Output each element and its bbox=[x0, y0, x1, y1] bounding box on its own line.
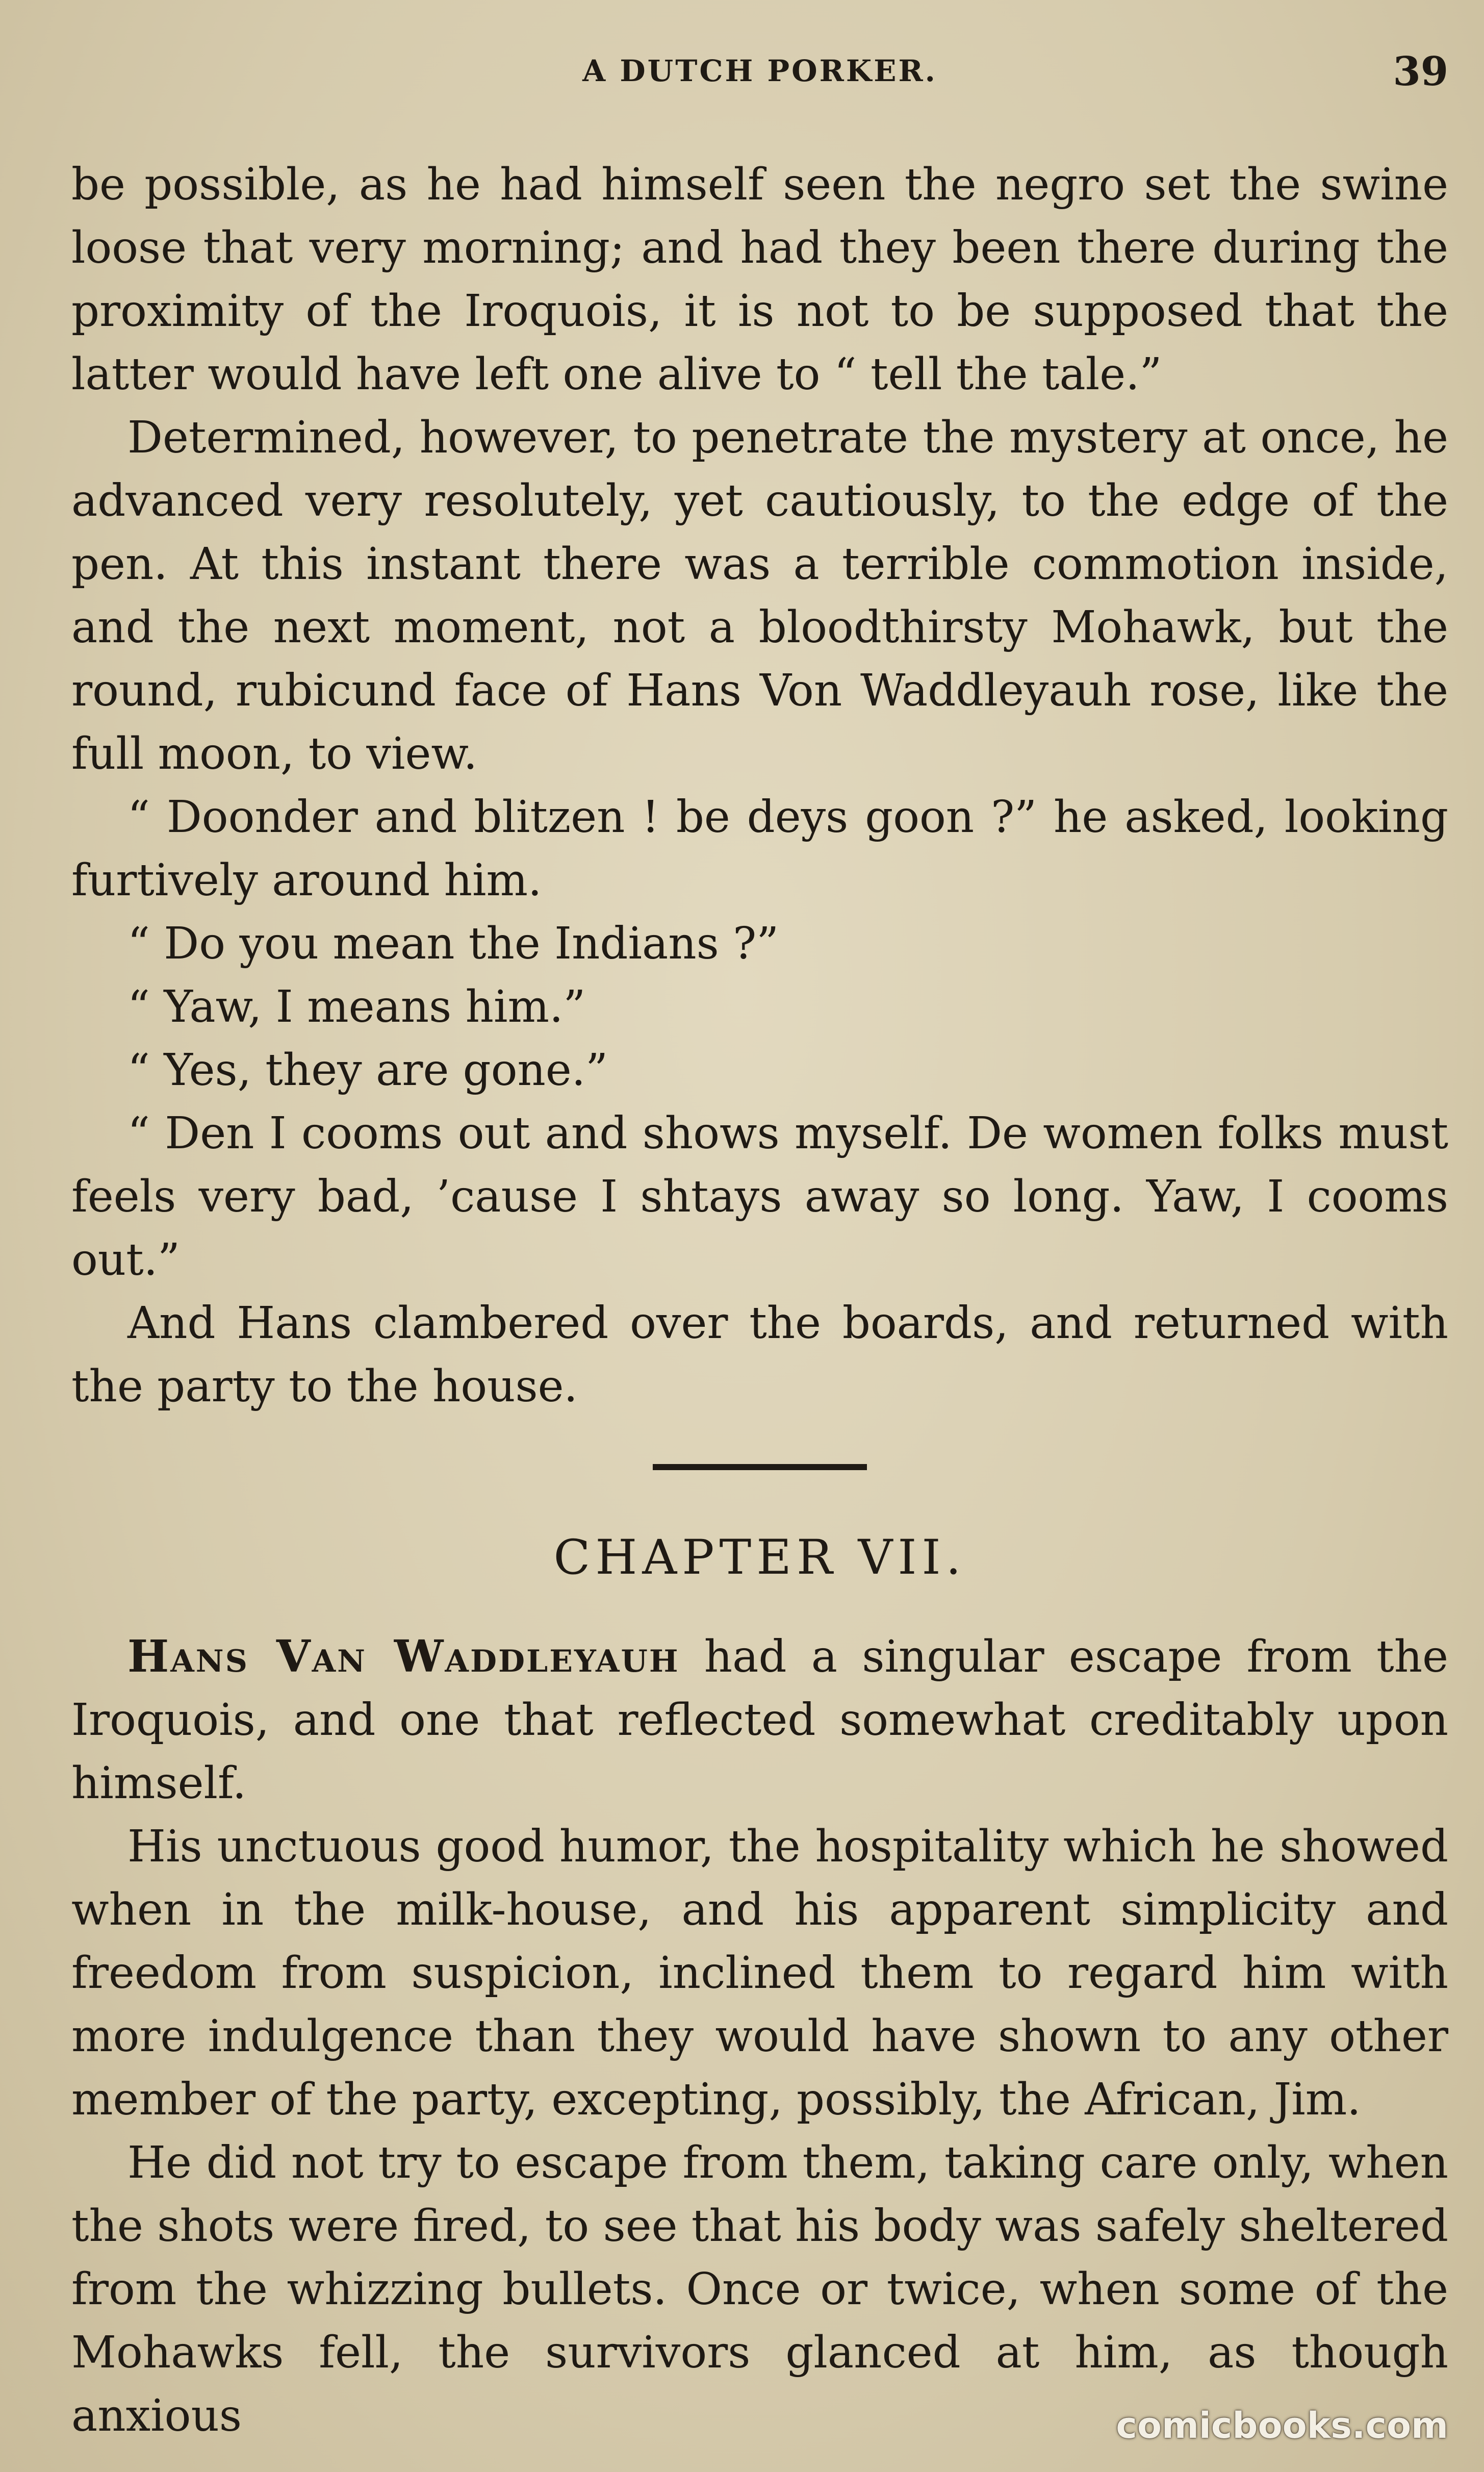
section-divider bbox=[653, 1464, 867, 1470]
chapter-opening-paragraph bbox=[71, 1625, 1448, 1815]
paragraph: And Hans clambered over the boards, and returned with the party to the house. bbox=[71, 1298, 1448, 1412]
paragraph: be possible, as he had himself seen the negro set the swine loose that very morning; and had they been there during the proximity of the Iroquois, it is not to be supposed that the latter would have left one alive to “ tell the tale.” bbox=[71, 159, 1448, 400]
chapter-lead-smallcaps: Hans Van Waddleyauh bbox=[127, 1631, 680, 1682]
paragraph: His unctuous good humor, the hospitality which he showed when in the milk-house, and his apparent simplicity and freedom from suspicion, inclined them to regard him with more indulgence than they would have shown to any other member of the party, excepting, possibly, the African, Jim. bbox=[71, 1821, 1448, 2125]
paragraph: “ Do you mean the Indians ?” bbox=[127, 918, 779, 969]
body-text bbox=[71, 153, 1448, 2448]
chapter-opening-text: had a singular escape from the Iroquois, and one that reflected somewhat creditably upon himself. bbox=[71, 1631, 1448, 1809]
paragraph: He did not try to escape from them, taking care only, when the shots were fired, to see that his body was safely sheltered from the whizzing bullets. Once or twice, when some of the Mohawks fell, the survivors glanced at him, as though anxious bbox=[71, 2137, 1448, 2441]
paragraph: Determined, however, to penetrate the mystery at once, he advanced very resolutely, yet cautiously, to the edge of the pen. At this instant there was a terrible commotion inside, and the next moment, not a bloodthirsty Mohawk, but the round, rubicund face of Hans Von Waddleyauh rose, like the full moon, to view. bbox=[71, 412, 1448, 779]
paragraph: “ Doonder and blitzen ! be deys goon ?” he asked, looking furtively around him. bbox=[71, 792, 1448, 906]
page-number: 39 bbox=[1393, 48, 1448, 95]
paragraph: “ Yes, they are gone.” bbox=[127, 1045, 608, 1096]
watermark-logo: comicbooks.com bbox=[1116, 2405, 1448, 2446]
running-title: A DUTCH PORKER. bbox=[582, 54, 937, 88]
paragraph: “ Den I cooms out and shows myself. De women folks must feels very bad, ’cause I shtays away so long. Yaw, I cooms out.” bbox=[71, 1108, 1448, 1285]
paragraph: “ Yaw, I means him.” bbox=[127, 981, 586, 1032]
running-head bbox=[71, 48, 1448, 99]
chapter-heading: CHAPTER VII. bbox=[553, 1530, 966, 1585]
